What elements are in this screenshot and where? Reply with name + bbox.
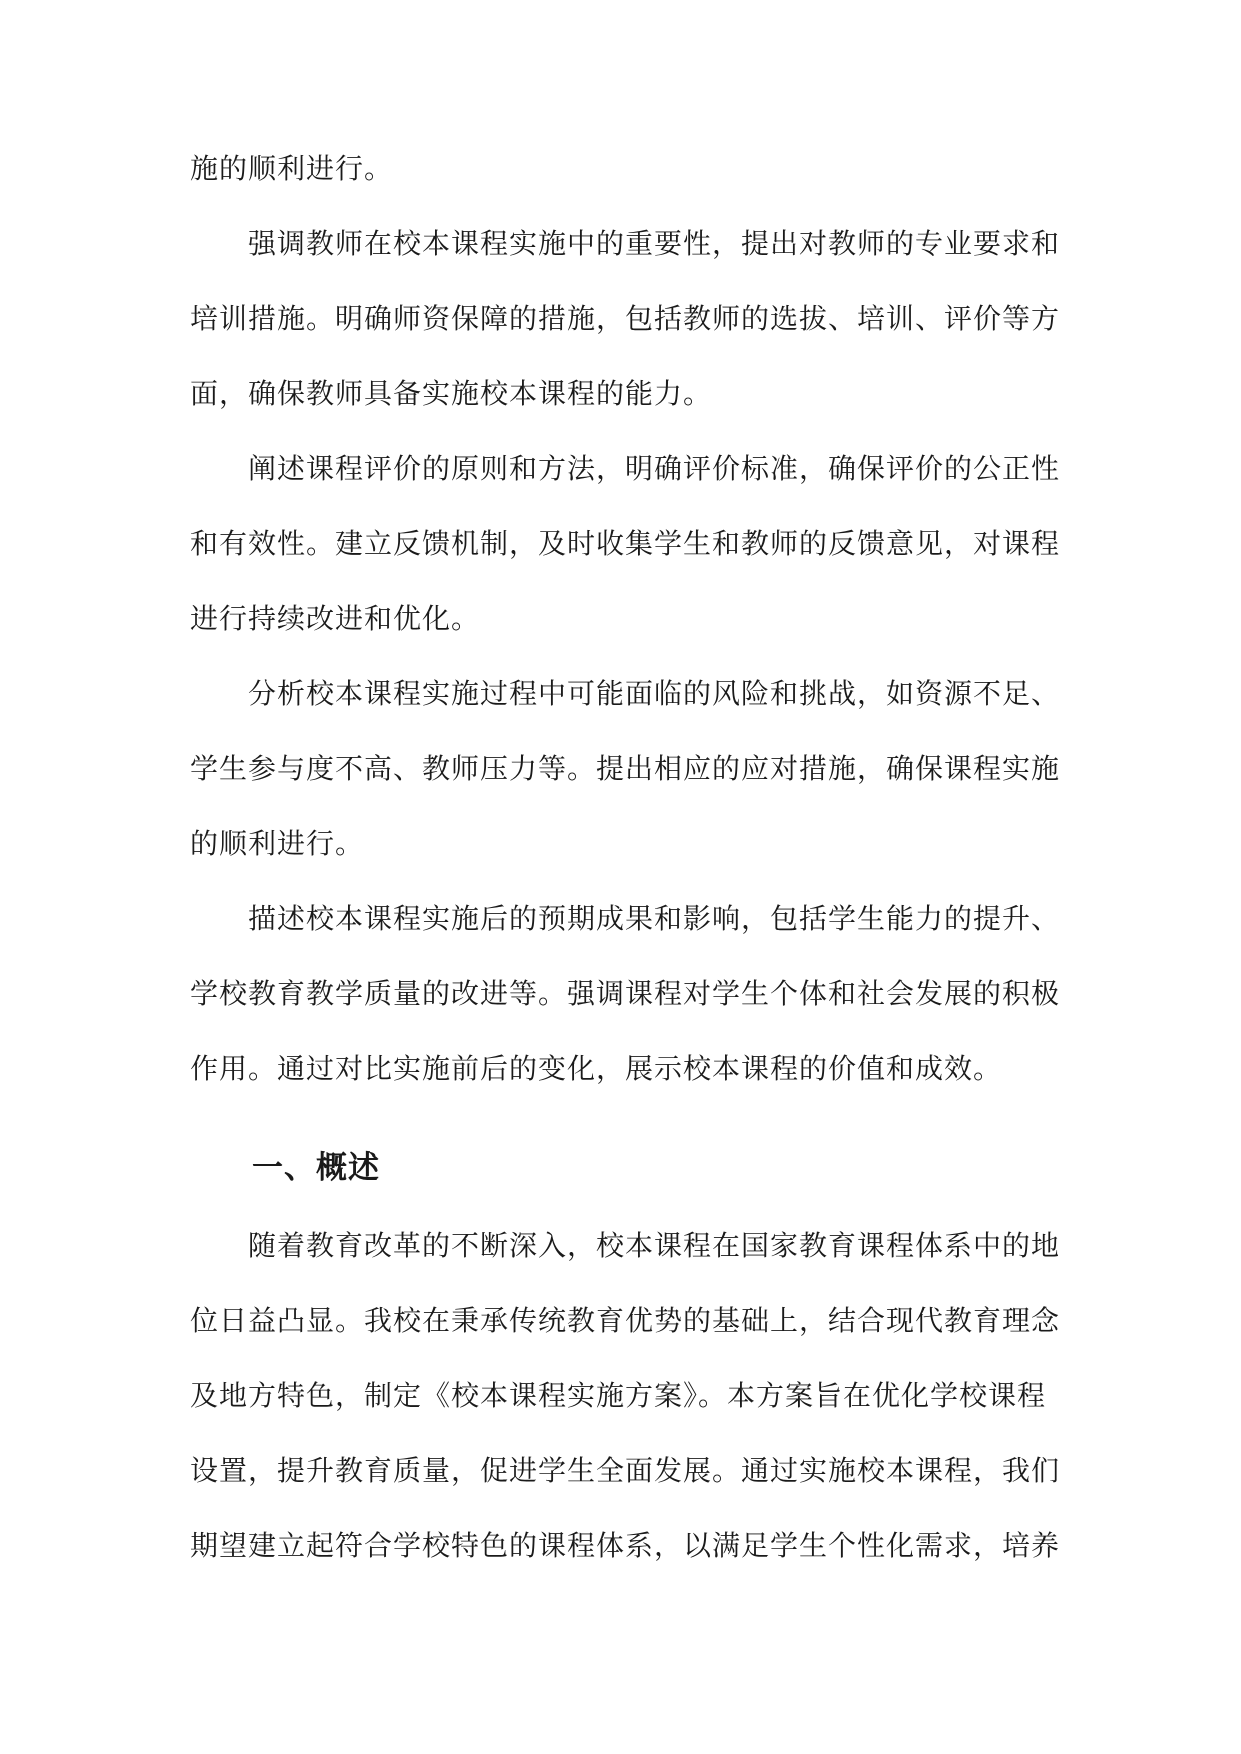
paragraph-line: 及地方特色，制定《校本课程实施方案》。本方案旨在优化学校课程 [190, 1379, 1047, 1412]
paragraph-line: 面，确保教师具备实施校本课程的能力。 [190, 377, 713, 410]
paragraph-line: 培训措施。明确师资保障的措施，包括教师的选拔、培训、评价等方 [190, 302, 1061, 335]
paragraph-line: 阐述课程评价的原则和方法，明确评价标准，确保评价的公正性 [248, 452, 1061, 485]
paragraph-evaluation [190, 450, 1070, 638]
paragraph-line: 作用。通过对比实施前后的变化，展示校本课程的价值和成效。 [190, 1052, 1003, 1085]
continuation-line: 施的顺利进行。 [190, 152, 394, 185]
paragraph-line: 和有效性。建立反馈机制，及时收集学生和教师的反馈意见，对课程 [190, 527, 1061, 560]
paragraph-overview [190, 1227, 1070, 1565]
paragraph-line: 学校教育教学质量的改进等。强调课程对学生个体和社会发展的积极 [190, 977, 1061, 1010]
document-body [190, 150, 1070, 1565]
paragraph-line: 学生参与度不高、教师压力等。提出相应的应对措施，确保课程实施 [190, 752, 1061, 785]
paragraph-line: 强调教师在校本课程实施中的重要性，提出对教师的专业要求和 [248, 227, 1061, 260]
paragraph-line: 描述校本课程实施后的预期成果和影响，包括学生能力的提升、 [248, 902, 1061, 935]
paragraph-line: 进行持续改进和优化。 [190, 602, 481, 635]
paragraph-line: 的顺利进行。 [190, 827, 365, 860]
paragraph-outcomes [190, 900, 1070, 1088]
section-heading: 一、概述 [252, 1150, 380, 1186]
paragraph-line: 期望建立起符合学校特色的课程体系，以满足学生个性化需求，培养 [190, 1529, 1061, 1562]
paragraph-line: 位日益凸显。我校在秉承传统教育优势的基础上，结合现代教育理念 [190, 1304, 1061, 1337]
paragraph-line: 随着教育改革的不断深入，校本课程在国家教育课程体系中的地 [248, 1229, 1061, 1262]
paragraph-risks [190, 675, 1070, 863]
paragraph-teacher-support [190, 225, 1070, 413]
paragraph-line: 设置，提升教育质量，促进学生全面发展。通过实施校本课程，我们 [190, 1454, 1061, 1487]
paragraph-line: 分析校本课程实施过程中可能面临的风险和挑战，如资源不足、 [248, 677, 1061, 710]
